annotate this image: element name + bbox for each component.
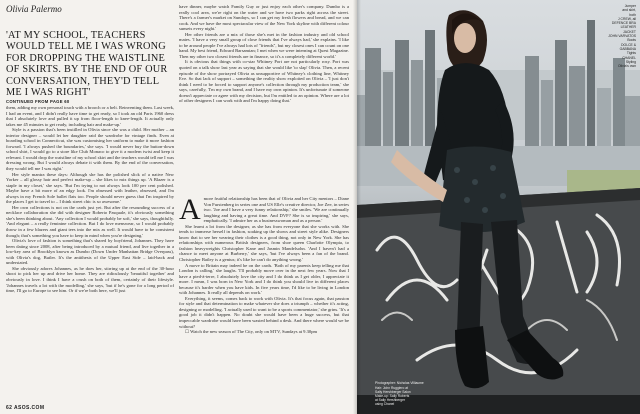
column-1-paragraph: She obviously adores Johannes, as he does her, stirring up at the end of the 30-hour shoot to pick her up and drive her home. They are ridiculously 'beautiful together' and obviously in love. I think I have a crush on both of them, certainly of their lifestyle. 'Johannes travels a lot with the modelling,' she says, 'but if he's gone for a long period of time, I'll go to Europe to see him. Or if we're both here, we'll just: [6, 265, 174, 294]
article-column-2: [179, 4, 349, 186]
tv-listing-note: ☐ Watch the new season of The City, only on MTV, Sundays at 9.30pm: [185, 329, 318, 335]
column-3-paragraph: Everything, it seems, comes back to work with Olivia. It's that focus again, that passion for style and that determination to make whatever she does a triumph – whether it's acting, designing or modelling. 'I actually used to want to be a sports commentator,' she grins. 'It's a good job it didn't happen. No doubt she would have been a huge success, but that impeccable wardrobe would have been wasted behind a desk. And there where would we be without?: [179, 295, 349, 329]
column-2-paragraph: It is obvious that things with co-star Whitney Port are not particularly rosy. Port was quoted on a talk show last year as saying that she would like 'to slap' Olivia. Then, a recent episode of the show portrayed Olivia as unsupportive of Whitney's clothing line, Whitney Eve. So that lack of support – something the reality show exploited on Olivia – 'I just don't think I need to be forced to support anyone's collection through my production team,' she says, carefully, 'I'm my own brand, and I have my own opinion. It's unfortunate if someone doesn't appreciate or agree with my decision, but I'm entitled to an opinion. Where are a lot of other designers I can work with and I'm happy doing that.': [179, 59, 349, 104]
photo-credits: Jumper and skirt, both J CREW, all DEFENCE BRA LEATHER JACKET JOHN VARVATOS Boots DOLCE & GABBANA Tights CHANEL Styling Olivia's own: [608, 4, 636, 69]
page-gutter: [353, 0, 361, 414]
column-1-paragraph: Olivia's love of fashion is something that's shared by boyfriend, Johannes. They have been dating since 2008, after being introduced by a mutual friend, and live together in a low-key area of Brooklyn known as Dumbo (Down Under Manhattan Bridge Overpass), with Olivia's dog, Butler. It's the antithesis of the Upper East Side – laid-back and understated.: [6, 238, 174, 266]
photo-page-right: [357, 0, 640, 414]
column-3-paragraph: She learnt a lot from the designer, as she has from everyone that she works with. She tends to immerse herself in fashion, soaking up the shows and street style alike. Designers know that to see her wearing their clothes is a good thing, not only in New York. She has relationships with numerous British designers, from shoe queen Charlotte Olympia, to fashion heavyweights Christopher Kane and Jasmin Mandelsohn. 'And I haven't had a chance to meet anyone at Burberry,' she says, 'but I've always been a fan of the brand. Christopher Bailey is a genius; it's like he can't do anything wrong.': [179, 223, 349, 263]
continued-label: CONTINUED FROM PAGE 60: [6, 99, 70, 104]
pull-quote: 'AT MY SCHOOL, TEACHERS WOULD TELL ME I WAS WRONG FOR DROPPING THE WAISTLINE OF SKIRTS. BY THE END OF OUR CONVERSATION, THEY'D TELL ME I WAS RIGHT': [6, 30, 168, 99]
column-2-paragraph: Her other friends are a mix of those she's met in the fashion industry and old school mates. 'I have a very small group of close friends that I've always had,' she explains. 'I like to be around people I've always had lots of "friends", but my closest ones I can count on one hand. My best friend, Edward Barsamian; I met when we were interning at Quest Magazine. Then my other two closest friends are in finance, so it's a completely different world.': [179, 31, 349, 59]
page-folio: 62 ASOS.COM: [6, 405, 45, 411]
article-column-3: [179, 196, 349, 398]
column-1-paragraph: Her own collections is not on the cards just yet. But after the resounding success of a necklace collaboration she did with designer Roberto Pasquale, it's obviously something she's been thinking about. 'Any collection I would probably be soft,' she says, thoughtfully. 'And elegant – a really feminine collection. But I do love menswear, so I would probably throw in a few blazers and giant tees into the mix as well. It would have to be consistent though; that's something you have to keep in mind when you're designing.': [6, 204, 174, 238]
column-3-paragraph: more fruitful relationship has been that of Olivia and her City mentors – Diane Von Furstenberg in series one and US Elle's creative director, Joe Zee, in series two. 'Joe and I have a very funny relationship,' she smiles. 'We are continually laughing and having a great time. And DVF? She is so inspiring,' she says, emphatically. 'I admire her as a businesswoman and as a person.': [203, 196, 349, 224]
column-1-paragraph: Style is a passion that's been instilled in Olivia since she was a child. Her mother – an interior designer – would let her daughter raid the wardrobe for vintage finds. Even at boarding school in Connecticut, she was customising her uniform to make it more fashion forward. 'I always pushed the boundaries,' she says. 'I would never buy the button-down school shirt, I would go to a store like Club Monaco to give it a modern twist and keep it relevant. I would drop the waistline of my school skirt and the teachers would tell me I was dressing wrong. But I would always debate it with them. By the end of the conversation, they would tell me I was right.': [6, 127, 174, 172]
article-column-1: [6, 105, 174, 398]
column-1-paragraph: Her style mantra these days: Although she has the polished slick of a native New Yorker – all glossy hair and perfect make-up – she likes to mix things up. 'A Blazer is a staple in my closet,' she says. 'But I'm trying to not always look 100 per cent polished. Maybe have a bit more of an edgy look. I'm obsessed with leather, obsessed, and I'm always in my French Sole ballet flats too. People should never guess that I'm inspired by the places I get to travel to – I think street chic is so awesome.': [6, 171, 174, 205]
column-1-paragraph: them, adding my own personal touch with a brooch or a belt. Reinventing them. Last week, I had an event, and I didn't really have time to get ready, so I took an old Paris 1960 dress that I absolutely love and pulled it up from floor-length to knee-length. It actually only takes me 45 minutes to get ready, including hair and make-up.': [6, 105, 174, 127]
column-3-paragraph: A move to Britain may indeed be on the cards. 'Both of my parents keep telling me that London is calling,' she laughs. 'I'll probably move over in the next few years. Now that I have a pied-à-terre, I absolutely love the city and I do think as I get older, I appreciate it more. I mean, I was born in New York and I do think you should live in different places because it's harder when you have kids. In five years time, I'd like to be living in London with Johannes. It really all depends on work.': [179, 262, 349, 296]
drop-cap: A: [179, 196, 201, 226]
column-2-paragraph: have dinner, maybe watch Family Guy or just enjoy each other's company. Dumbo is a really cool area, we're right on the water and we have two parks right across the street. There's a farmer's market on Sundays, so I can get my fresh flowers and bread, and we can cook. And we have the most spectacular view of the New York skyline with different colour sunsets every night.': [179, 4, 349, 32]
photo-caption: Photographer: Nicholas Villiaume Hair: John Ruggiero at Sally Hershberger Salon Make-up: Sally Roberts at Sally Hershberger using Chanel: [375, 381, 424, 406]
article-header-name: Olivia Palermo: [6, 4, 62, 14]
